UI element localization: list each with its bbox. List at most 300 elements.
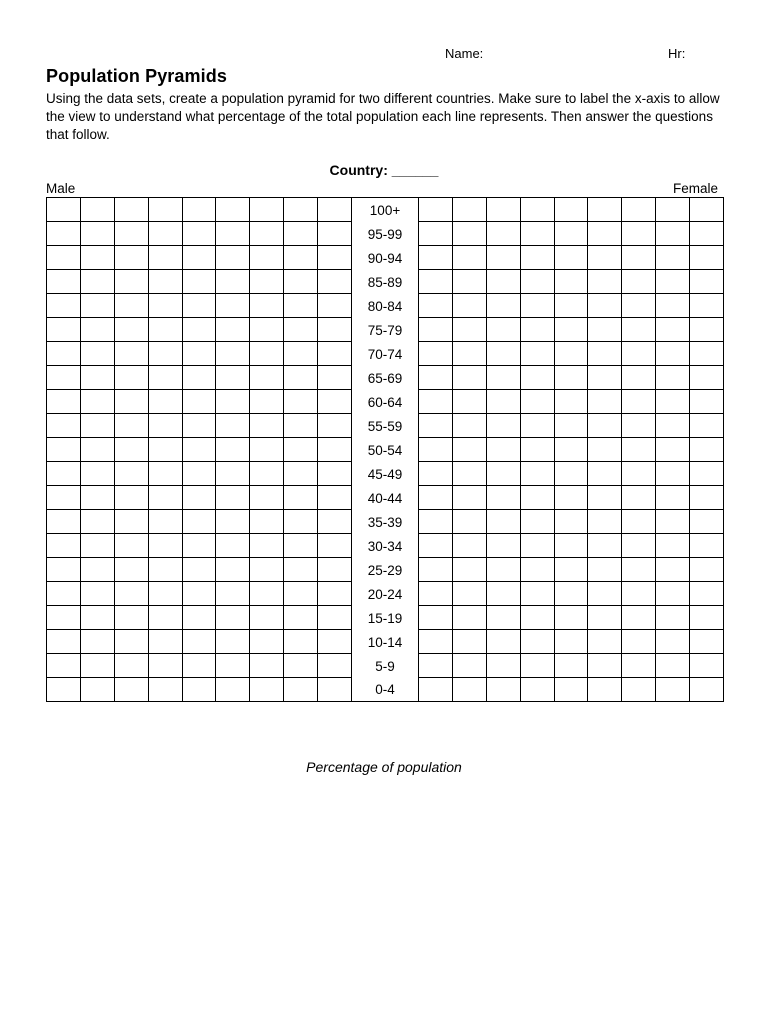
male-grid-cell — [284, 198, 318, 222]
male-grid-cell — [47, 558, 81, 582]
male-grid-cell — [114, 390, 148, 414]
male-grid-cell — [216, 678, 250, 702]
female-grid-cell — [656, 582, 690, 606]
male-grid-cell — [114, 462, 148, 486]
female-grid-cell — [486, 366, 520, 390]
grid-row — [47, 246, 724, 270]
female-grid-cell — [656, 630, 690, 654]
female-grid-cell — [520, 678, 554, 702]
female-grid-cell — [486, 270, 520, 294]
female-grid-cell — [520, 270, 554, 294]
page-title: Population Pyramids — [46, 66, 227, 86]
male-grid-cell — [47, 606, 81, 630]
female-grid-cell — [656, 294, 690, 318]
grid-row — [47, 366, 724, 390]
male-grid-cell — [318, 246, 352, 270]
female-grid-cell — [690, 462, 724, 486]
male-grid-cell — [80, 510, 114, 534]
male-grid-cell — [47, 246, 81, 270]
male-grid-cell — [284, 246, 318, 270]
male-grid-cell — [216, 246, 250, 270]
age-group-label: 25-29 — [352, 558, 419, 582]
male-grid-cell — [250, 270, 284, 294]
female-grid-cell — [554, 294, 588, 318]
male-grid-cell — [250, 462, 284, 486]
grid-row — [47, 558, 724, 582]
female-grid-cell — [588, 654, 622, 678]
female-grid-cell — [622, 510, 656, 534]
male-grid-cell — [284, 438, 318, 462]
male-grid-cell — [182, 678, 216, 702]
male-grid-cell — [80, 486, 114, 510]
age-group-label: 35-39 — [352, 510, 419, 534]
female-grid-cell — [486, 438, 520, 462]
male-grid-cell — [47, 222, 81, 246]
male-grid-cell — [182, 558, 216, 582]
male-grid-cell — [148, 198, 182, 222]
female-grid-cell — [588, 678, 622, 702]
male-grid-cell — [182, 246, 216, 270]
female-grid-cell — [690, 198, 724, 222]
male-grid-cell — [182, 486, 216, 510]
male-grid-cell — [114, 582, 148, 606]
female-grid-cell — [656, 678, 690, 702]
male-grid-cell — [284, 366, 318, 390]
female-grid-cell — [690, 222, 724, 246]
male-grid-cell — [284, 462, 318, 486]
male-grid-cell — [250, 414, 284, 438]
male-grid-cell — [250, 654, 284, 678]
female-grid-cell — [690, 558, 724, 582]
female-grid-cell — [554, 246, 588, 270]
male-grid-cell — [114, 270, 148, 294]
male-grid-cell — [182, 198, 216, 222]
grid-row — [47, 414, 724, 438]
age-group-label: 80-84 — [352, 294, 419, 318]
female-grid-cell — [486, 630, 520, 654]
female-grid-cell — [554, 270, 588, 294]
grid-row — [47, 486, 724, 510]
male-grid-cell — [80, 630, 114, 654]
female-grid-cell — [419, 462, 453, 486]
female-grid-cell — [690, 414, 724, 438]
grid-row — [47, 390, 724, 414]
grid-row — [47, 318, 724, 342]
male-grid-cell — [80, 342, 114, 366]
male-grid-cell — [114, 534, 148, 558]
female-grid-cell — [656, 606, 690, 630]
male-grid-cell — [284, 414, 318, 438]
male-grid-cell — [47, 630, 81, 654]
male-grid-cell — [80, 318, 114, 342]
male-grid-cell — [216, 582, 250, 606]
female-grid-cell — [486, 606, 520, 630]
female-grid-cell — [520, 630, 554, 654]
male-grid-cell — [148, 318, 182, 342]
female-grid-cell — [520, 558, 554, 582]
female-grid-cell — [554, 198, 588, 222]
male-grid-cell — [318, 222, 352, 246]
female-grid-cell — [452, 294, 486, 318]
male-grid-cell — [284, 222, 318, 246]
female-grid-cell — [419, 342, 453, 366]
female-grid-cell — [622, 390, 656, 414]
male-grid-cell — [250, 438, 284, 462]
female-grid-cell — [452, 558, 486, 582]
female-grid-cell — [690, 270, 724, 294]
male-grid-cell — [216, 414, 250, 438]
female-grid-cell — [588, 222, 622, 246]
female-grid-cell — [452, 510, 486, 534]
female-grid-cell — [452, 414, 486, 438]
male-grid-cell — [318, 294, 352, 318]
male-grid-cell — [284, 270, 318, 294]
female-grid-cell — [520, 198, 554, 222]
female-grid-cell — [486, 534, 520, 558]
female-grid-cell — [452, 318, 486, 342]
age-group-label: 40-44 — [352, 486, 419, 510]
age-group-label: 70-74 — [352, 342, 419, 366]
grid-row — [47, 294, 724, 318]
female-grid-cell — [690, 390, 724, 414]
male-grid-cell — [318, 318, 352, 342]
female-grid-cell — [588, 270, 622, 294]
female-grid-cell — [554, 366, 588, 390]
male-grid-cell — [182, 630, 216, 654]
male-grid-cell — [182, 534, 216, 558]
age-group-label: 5-9 — [352, 654, 419, 678]
female-grid-cell — [554, 510, 588, 534]
male-grid-cell — [182, 222, 216, 246]
male-grid-cell — [148, 486, 182, 510]
male-label: Male — [46, 181, 76, 196]
male-grid-cell — [114, 630, 148, 654]
female-grid-cell — [588, 390, 622, 414]
male-grid-cell — [216, 510, 250, 534]
female-grid-cell — [690, 366, 724, 390]
male-grid-cell — [284, 534, 318, 558]
female-grid-cell — [419, 582, 453, 606]
male-grid-cell — [148, 582, 182, 606]
female-grid-cell — [419, 510, 453, 534]
male-grid-cell — [148, 534, 182, 558]
male-grid-cell — [148, 606, 182, 630]
male-grid-cell — [148, 678, 182, 702]
male-grid-cell — [80, 606, 114, 630]
female-grid-cell — [520, 462, 554, 486]
male-grid-cell — [80, 414, 114, 438]
male-grid-cell — [250, 630, 284, 654]
male-grid-cell — [318, 270, 352, 294]
female-grid-cell — [486, 342, 520, 366]
male-grid-cell — [318, 582, 352, 606]
male-grid-cell — [182, 366, 216, 390]
age-group-label: 100+ — [352, 198, 419, 222]
male-grid-cell — [114, 366, 148, 390]
female-grid-cell — [622, 462, 656, 486]
female-grid-cell — [554, 222, 588, 246]
female-grid-cell — [554, 438, 588, 462]
female-grid-cell — [622, 222, 656, 246]
female-grid-cell — [452, 342, 486, 366]
male-grid-cell — [318, 606, 352, 630]
female-grid-cell — [656, 486, 690, 510]
male-grid-cell — [216, 390, 250, 414]
female-grid-cell — [419, 438, 453, 462]
country-label: Country: ______ — [329, 162, 439, 178]
female-grid-cell — [588, 606, 622, 630]
male-grid-cell — [216, 270, 250, 294]
female-grid-cell — [419, 318, 453, 342]
female-grid-cell — [656, 198, 690, 222]
female-grid-cell — [656, 654, 690, 678]
male-grid-cell — [250, 486, 284, 510]
female-grid-cell — [419, 630, 453, 654]
male-grid-cell — [80, 582, 114, 606]
female-grid-cell — [622, 246, 656, 270]
male-grid-cell — [148, 270, 182, 294]
male-grid-cell — [216, 318, 250, 342]
female-grid-cell — [486, 390, 520, 414]
female-grid-cell — [520, 534, 554, 558]
female-grid-cell — [486, 294, 520, 318]
female-grid-cell — [419, 534, 453, 558]
female-grid-cell — [656, 438, 690, 462]
male-grid-cell — [216, 462, 250, 486]
pyramid-grid-body — [47, 198, 724, 702]
female-grid-cell — [452, 390, 486, 414]
age-group-label: 85-89 — [352, 270, 419, 294]
female-grid-cell — [486, 654, 520, 678]
male-grid-cell — [47, 366, 81, 390]
male-grid-cell — [80, 678, 114, 702]
male-grid-cell — [250, 246, 284, 270]
female-grid-cell — [554, 390, 588, 414]
female-grid-cell — [690, 630, 724, 654]
female-grid-cell — [452, 438, 486, 462]
female-grid-cell — [486, 510, 520, 534]
female-grid-cell — [622, 558, 656, 582]
female-grid-cell — [656, 246, 690, 270]
female-grid-cell — [690, 534, 724, 558]
male-grid-cell — [148, 294, 182, 318]
pyramid-grid — [46, 197, 724, 702]
grid-row — [47, 654, 724, 678]
female-grid-cell — [588, 462, 622, 486]
female-grid-cell — [452, 366, 486, 390]
female-grid-cell — [690, 294, 724, 318]
female-grid-cell — [622, 438, 656, 462]
female-grid-cell — [622, 318, 656, 342]
male-grid-cell — [250, 318, 284, 342]
male-grid-cell — [80, 438, 114, 462]
female-grid-cell — [588, 294, 622, 318]
female-grid-cell — [622, 582, 656, 606]
male-grid-cell — [182, 606, 216, 630]
age-group-label: 20-24 — [352, 582, 419, 606]
female-grid-cell — [520, 366, 554, 390]
female-grid-cell — [622, 630, 656, 654]
male-grid-cell — [47, 438, 81, 462]
male-grid-cell — [318, 342, 352, 366]
male-grid-cell — [148, 342, 182, 366]
female-grid-cell — [622, 606, 656, 630]
grid-row — [47, 222, 724, 246]
male-grid-cell — [318, 558, 352, 582]
female-grid-cell — [419, 366, 453, 390]
female-grid-cell — [656, 510, 690, 534]
female-grid-cell — [419, 270, 453, 294]
female-grid-cell — [452, 462, 486, 486]
female-grid-cell — [588, 486, 622, 510]
x-axis-label: Percentage of population — [306, 759, 462, 775]
male-grid-cell — [250, 390, 284, 414]
grid-row — [47, 606, 724, 630]
female-grid-cell — [554, 462, 588, 486]
male-grid-cell — [114, 558, 148, 582]
grid-row — [47, 198, 724, 222]
male-grid-cell — [47, 342, 81, 366]
female-grid-cell — [656, 534, 690, 558]
male-grid-cell — [284, 510, 318, 534]
female-grid-cell — [622, 486, 656, 510]
female-grid-cell — [520, 510, 554, 534]
female-grid-cell — [486, 318, 520, 342]
male-grid-cell — [250, 678, 284, 702]
male-grid-cell — [114, 246, 148, 270]
female-grid-cell — [554, 558, 588, 582]
female-grid-cell — [554, 678, 588, 702]
male-grid-cell — [80, 534, 114, 558]
female-grid-cell — [419, 198, 453, 222]
male-grid-cell — [250, 198, 284, 222]
female-grid-cell — [419, 390, 453, 414]
male-grid-cell — [182, 438, 216, 462]
male-grid-cell — [80, 366, 114, 390]
male-grid-cell — [47, 678, 81, 702]
female-grid-cell — [622, 198, 656, 222]
female-grid-cell — [520, 606, 554, 630]
male-grid-cell — [114, 606, 148, 630]
male-grid-cell — [284, 678, 318, 702]
male-grid-cell — [80, 222, 114, 246]
male-grid-cell — [47, 414, 81, 438]
female-label: Female — [672, 181, 718, 196]
female-grid-cell — [622, 294, 656, 318]
female-grid-cell — [588, 510, 622, 534]
male-grid-cell — [284, 318, 318, 342]
male-grid-cell — [148, 462, 182, 486]
female-grid-cell — [419, 246, 453, 270]
male-grid-cell — [148, 558, 182, 582]
female-grid-cell — [554, 486, 588, 510]
female-grid-cell — [554, 534, 588, 558]
male-grid-cell — [114, 342, 148, 366]
female-grid-cell — [554, 654, 588, 678]
male-grid-cell — [216, 198, 250, 222]
female-grid-cell — [486, 558, 520, 582]
male-grid-cell — [216, 654, 250, 678]
male-grid-cell — [47, 270, 81, 294]
male-grid-cell — [318, 198, 352, 222]
grid-row — [47, 462, 724, 486]
female-grid-cell — [520, 654, 554, 678]
grid-row — [47, 342, 724, 366]
male-grid-cell — [114, 486, 148, 510]
age-group-label: 55-59 — [352, 414, 419, 438]
female-grid-cell — [486, 246, 520, 270]
grid-row — [47, 534, 724, 558]
female-grid-cell — [622, 366, 656, 390]
name-label: Name: — [445, 46, 484, 61]
male-grid-cell — [284, 582, 318, 606]
male-grid-cell — [80, 390, 114, 414]
female-grid-cell — [520, 222, 554, 246]
female-grid-cell — [419, 414, 453, 438]
male-grid-cell — [318, 678, 352, 702]
female-grid-cell — [486, 462, 520, 486]
age-group-label: 95-99 — [352, 222, 419, 246]
male-grid-cell — [114, 510, 148, 534]
male-grid-cell — [148, 222, 182, 246]
male-grid-cell — [182, 318, 216, 342]
female-grid-cell — [520, 294, 554, 318]
instructions-text: Using the data sets, create a population pyramid for two different countries. Make sure to label the x-axis to allow the view to understand what percentage of the total population each line represents. Then answer the questions that follow. — [46, 91, 720, 142]
female-grid-cell — [690, 606, 724, 630]
female-grid-cell — [486, 582, 520, 606]
grid-row — [47, 678, 724, 702]
male-grid-cell — [250, 606, 284, 630]
female-grid-cell — [486, 198, 520, 222]
grid-row — [47, 510, 724, 534]
male-grid-cell — [318, 462, 352, 486]
female-grid-cell — [588, 342, 622, 366]
female-grid-cell — [690, 342, 724, 366]
age-group-label: 15-19 — [352, 606, 419, 630]
age-group-label: 30-34 — [352, 534, 419, 558]
female-grid-cell — [520, 390, 554, 414]
male-grid-cell — [318, 654, 352, 678]
male-grid-cell — [216, 438, 250, 462]
female-grid-cell — [486, 678, 520, 702]
female-grid-cell — [452, 582, 486, 606]
male-grid-cell — [148, 414, 182, 438]
male-grid-cell — [216, 486, 250, 510]
male-grid-cell — [80, 198, 114, 222]
female-grid-cell — [690, 582, 724, 606]
female-grid-cell — [419, 294, 453, 318]
female-grid-cell — [656, 462, 690, 486]
male-grid-cell — [148, 246, 182, 270]
male-grid-cell — [148, 366, 182, 390]
female-grid-cell — [622, 270, 656, 294]
female-grid-cell — [452, 654, 486, 678]
male-grid-cell — [182, 270, 216, 294]
male-grid-cell — [80, 462, 114, 486]
female-grid-cell — [452, 630, 486, 654]
male-grid-cell — [216, 294, 250, 318]
male-grid-cell — [250, 366, 284, 390]
female-grid-cell — [622, 678, 656, 702]
female-grid-cell — [452, 246, 486, 270]
male-grid-cell — [318, 414, 352, 438]
female-grid-cell — [588, 246, 622, 270]
male-grid-cell — [284, 606, 318, 630]
female-grid-cell — [622, 654, 656, 678]
grid-row — [47, 630, 724, 654]
female-grid-cell — [520, 414, 554, 438]
male-grid-cell — [80, 558, 114, 582]
